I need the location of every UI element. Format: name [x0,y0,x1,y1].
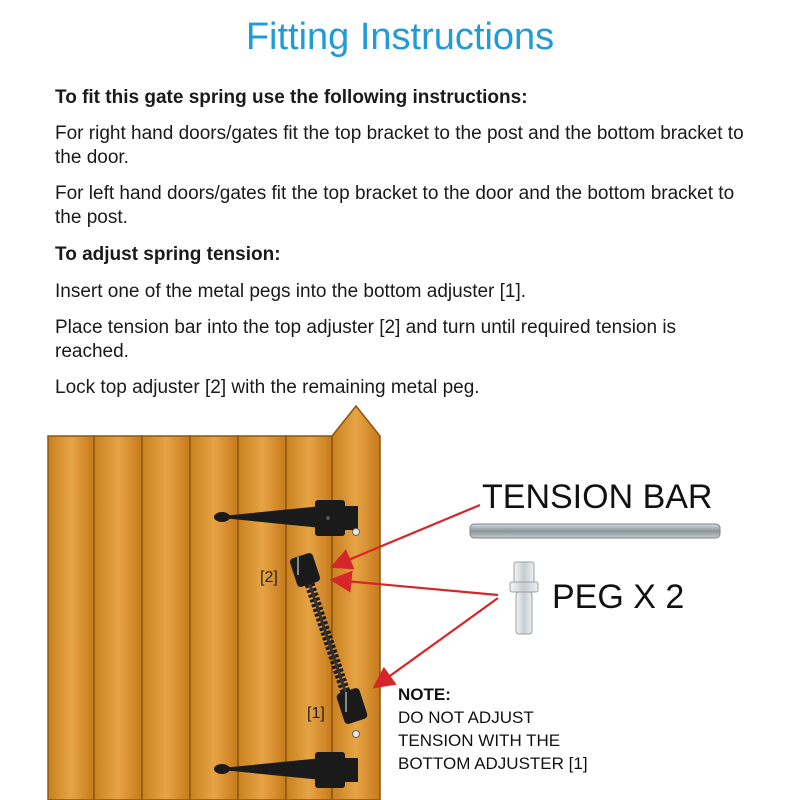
fit-heading: To fit this gate spring use the following instructions: [55,87,528,108]
step-3: Lock top adjuster [2] with the remaining metal peg. [55,377,480,398]
note-line-3: BOTTOM ADJUSTER [1] [398,754,588,773]
top-adjuster-label: [2] [260,569,278,586]
tension-bar-image [470,524,720,538]
note-line-2: TENSION WITH THE [398,731,561,750]
peg-image [510,562,538,634]
note-box [398,683,588,775]
step-2: Place tension bar into the top adjuster [2] and turn until required tension is reached. [55,317,677,362]
tension-bar-label: TENSION BAR [482,478,713,516]
peg-label: PEG X 2 [552,578,685,616]
adjust-heading: To adjust spring tension: [55,244,281,265]
note-heading: NOTE: [398,685,451,704]
gate-post [332,406,380,800]
right-hand-instruction: For right hand doors/gates fit the top bracket to the post and the bottom bracket to the door. [55,123,744,168]
note-line-1: DO NOT ADJUST [398,708,534,727]
gate-boards [48,436,332,800]
step-1: Insert one of the metal pegs into the bottom adjuster [1]. [55,281,527,302]
page-title: Fitting Instructions [245,16,555,58]
bottom-adjuster-label: [1] [307,705,325,722]
left-hand-instruction: For left hand doors/gates fit the top bracket to the door and the bottom bracket to the post. [55,183,735,228]
